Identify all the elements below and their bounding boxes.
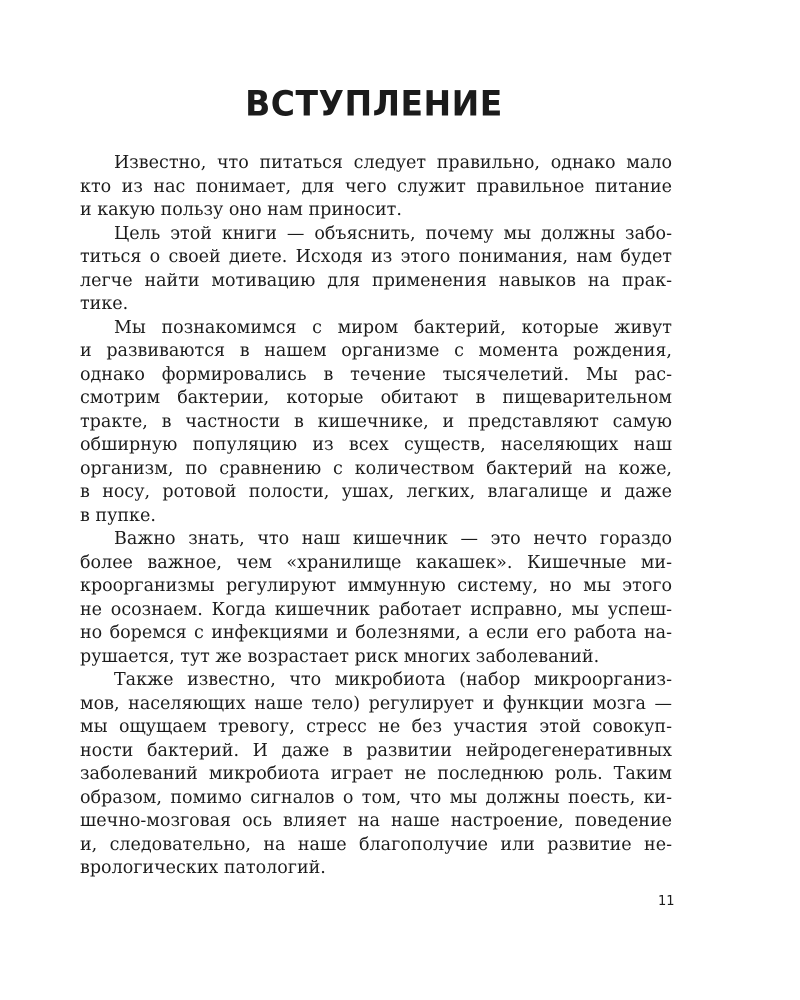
paragraph-line: Цель этой книги — объяснить, почему мы должны забо-	[114, 223, 672, 244]
paragraph-line: не осознаем. Когда кишечник работает исправно, мы успеш-	[80, 599, 672, 620]
paragraph-line: легче найти мотивацию для применения навыков на прак-	[80, 270, 672, 291]
paragraph-line: тракте, в частности в кишечнике, и представляют самую	[80, 411, 672, 432]
paragraph-line: но боремся с инфекциями и болезнями, а если его работа на-	[80, 623, 672, 643]
paragraph-line: более важное, чем «хранилище какашек». Кишечные ми-	[80, 552, 672, 573]
paragraph-line: в пупке.	[80, 505, 156, 526]
paragraph-line: кто из нас понимает, для чего служит правильное питание	[80, 176, 672, 197]
paragraph-line: ности бактерий. И даже в развитии нейродегенеративных	[80, 740, 672, 761]
paragraph-line: Также известно, что микробиота (набор микроорганиз-	[114, 670, 672, 690]
paragraph-line: организм, по сравнению с количеством бактерий на коже,	[80, 458, 672, 479]
paragraph-line: и какую пользу оно нам приносит.	[80, 200, 402, 220]
paragraph-line: однако формировались в течение тысячелетий. Мы рас-	[80, 364, 672, 385]
paragraph-line: кроорганизмы регулируют иммунную систему, но мы этого	[80, 576, 672, 596]
paragraph-line: рушается, тут же возрастает риск многих заболеваний.	[80, 646, 600, 667]
paragraph-line: мы ощущаем тревогу, стресс не без участия этой совокуп-	[80, 717, 672, 737]
paragraph-line: заболеваний микробиота играет не последнюю роль. Таким	[80, 764, 672, 784]
paragraph-line: в носу, ротовой полости, ушах, легких, влагалище и даже	[80, 482, 672, 502]
paragraph-line: врологических патологий.	[80, 858, 326, 878]
paragraph-line: шечно-мозговая ось влияет на наше настроение, поведение	[80, 811, 672, 831]
paragraph-line: и развиваются в нашем организме с момента рождения,	[80, 341, 672, 361]
paragraph-line: Важно знать, что наш кишечник — это нечто гораздо	[114, 529, 672, 549]
paragraph-line: титься о своей диете. Исходя из этого понимания, нам будет	[80, 247, 672, 267]
paragraph-line: тике.	[80, 294, 129, 314]
body-text	[80, 152, 672, 881]
paragraph-line: мов, населяющих наше тело) регулирует и функции мозга —	[80, 693, 672, 714]
page-number: 11	[658, 894, 675, 909]
page-title: ВСТУПЛЕНИЕ	[245, 83, 503, 124]
paragraph-line: смотрим бактерии, которые обитают в пищеварительном	[80, 388, 672, 408]
paragraph-line: Известно, что питаться следует правильно, однако мало	[114, 153, 672, 173]
paragraph-line: обширную популяцию из всех существ, населяющих наш	[80, 435, 672, 455]
paragraph-line: Мы познакомимся с миром бактерий, которые живут	[114, 317, 672, 338]
paragraph-line: образом, помимо сигналов о том, что мы должны поесть, ки-	[80, 787, 672, 808]
paragraph-line: и, следовательно, на наше благополучие или развитие не-	[80, 834, 672, 855]
